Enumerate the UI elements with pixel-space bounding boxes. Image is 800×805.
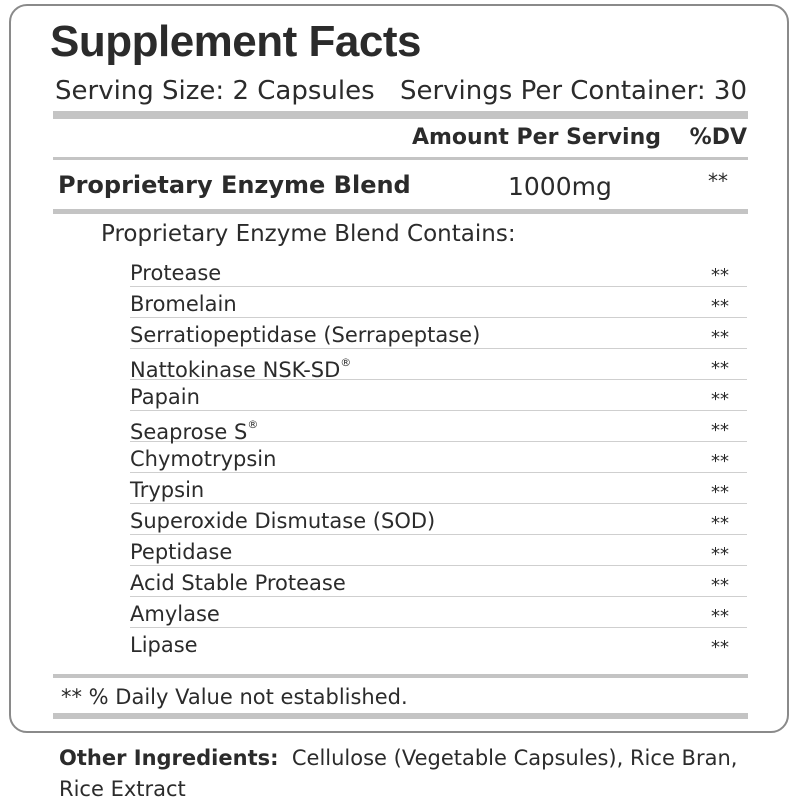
ingredient-row (130, 628, 747, 659)
ingredient-row (130, 411, 747, 442)
ingredient-name (130, 632, 198, 658)
ingredient-row (130, 597, 747, 628)
registered-mark: ® (340, 356, 352, 369)
ingredient-list (130, 256, 747, 659)
other-ingredients-text: Cellulose (Vegetable Capsules), Rice Bran, Rice Extract (59, 746, 738, 801)
ingredient-name (130, 384, 200, 410)
registered-mark: ® (247, 418, 259, 431)
dv-header: %DV (689, 125, 747, 150)
ingredient-name-text: Lipase (130, 633, 198, 657)
ingredient-dv: ** (711, 606, 729, 627)
ingredient-name (130, 539, 232, 565)
ingredient-name (130, 291, 237, 317)
ingredient-row (130, 504, 747, 535)
ingredient-row (130, 566, 747, 597)
ingredient-name-text: Bromelain (130, 292, 237, 316)
ingredient-dv: ** (711, 389, 729, 410)
amount-per-serving-header: Amount Per Serving (411, 125, 661, 150)
ingredient-row (130, 287, 747, 318)
ingredient-name (130, 601, 220, 627)
blend-contains-label: Proprietary Enzyme Blend Contains: (101, 221, 516, 247)
ingredient-dv: ** (711, 513, 729, 534)
blend-dv: ** (708, 169, 728, 193)
other-ingredients (59, 743, 749, 805)
thick-divider (53, 111, 748, 119)
blend-amount: 1000mg (508, 172, 612, 201)
ingredient-name-text: Trypsin (130, 478, 205, 502)
blend-name: Proprietary Enzyme Blend (58, 171, 411, 199)
ingredient-name (130, 353, 351, 383)
ingredient-name (130, 446, 276, 472)
ingredient-dv: ** (711, 327, 729, 348)
footer-divider (53, 713, 748, 719)
ingredient-name (130, 570, 346, 596)
list-bottom-divider (53, 674, 748, 678)
ingredient-row (130, 349, 747, 380)
ingredient-dv: ** (711, 482, 729, 503)
ingredient-dv: ** (711, 358, 729, 379)
page-title: Supplement Facts (50, 17, 421, 66)
serving-size: Serving Size: 2 Capsules (55, 76, 375, 106)
ingredient-name-text: Peptidase (130, 540, 233, 564)
other-ingredients-label: Other Ingredients: (59, 746, 279, 770)
ingredient-name-text: Chymotrypsin (130, 447, 277, 471)
ingredient-name (130, 260, 221, 286)
ingredient-name-text: Protease (130, 261, 222, 285)
ingredient-name-text: Papain (130, 385, 200, 409)
servings-per-container: Servings Per Container: 30 (399, 76, 747, 106)
ingredient-dv: ** (711, 420, 729, 441)
ingredient-dv: ** (711, 575, 729, 596)
ingredient-name-text: Nattokinase NSK-SD (130, 358, 341, 382)
ingredient-name-text: Serratiopeptidase (Serrapeptase) (130, 323, 481, 347)
ingredient-row (130, 256, 747, 287)
footnote: ** % Daily Value not established. (61, 685, 408, 709)
ingredient-row (130, 535, 747, 566)
ingredient-name-text: Acid Stable Protease (130, 571, 346, 595)
ingredient-name-text: Superoxide Dismutase (SOD) (130, 509, 436, 533)
ingredient-name (130, 415, 258, 445)
ingredient-row (130, 318, 747, 349)
ingredient-dv: ** (711, 637, 729, 658)
ingredient-name (130, 508, 435, 534)
ingredient-row (130, 380, 747, 411)
ingredient-row (130, 442, 747, 473)
ingredient-row (130, 473, 747, 504)
ingredient-dv: ** (711, 296, 729, 317)
ingredient-name-text: Amylase (130, 602, 220, 626)
header-divider (53, 157, 748, 160)
ingredient-dv: ** (711, 544, 729, 565)
ingredient-name (130, 322, 480, 348)
ingredient-name-text: Seaprose S (130, 420, 248, 444)
ingredient-dv: ** (711, 451, 729, 472)
ingredient-dv: ** (711, 265, 729, 286)
ingredient-name (130, 477, 204, 503)
blend-divider (53, 209, 748, 214)
